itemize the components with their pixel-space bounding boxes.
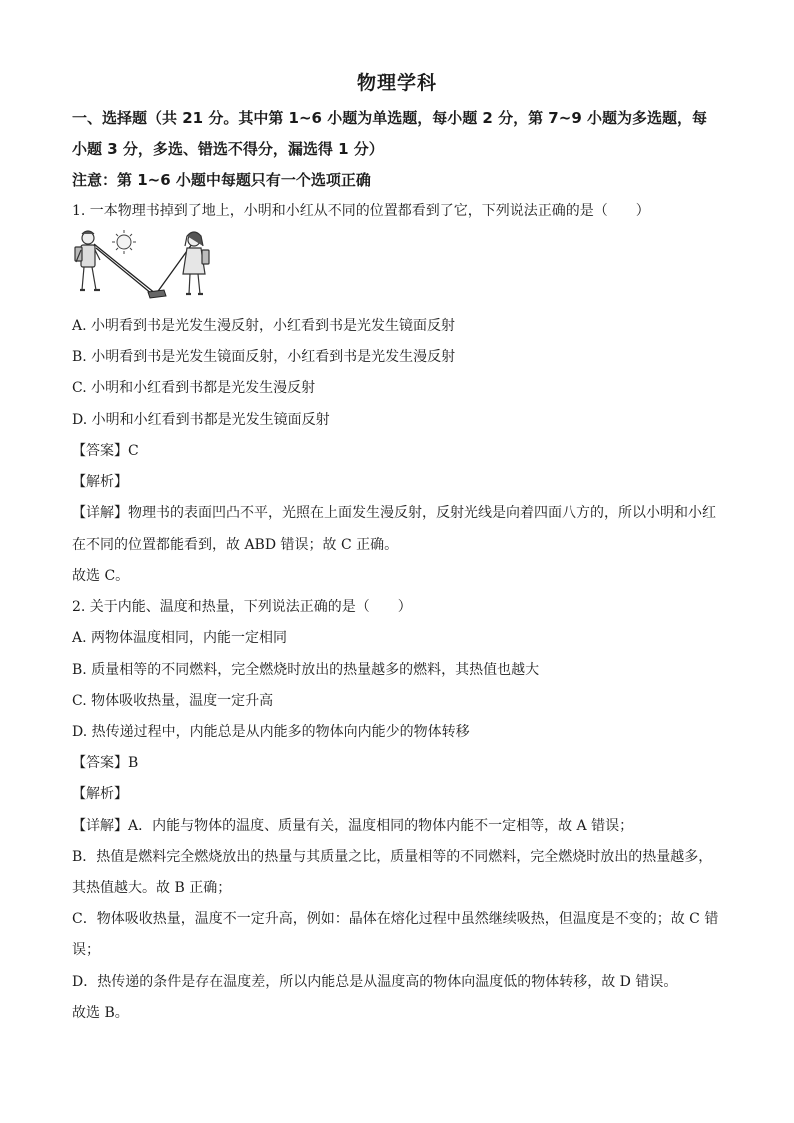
section-heading-line1: 一、选择题（共 21 分。其中第 1~6 小题为单选题，每小题 2 分，第 7~9 小题为多选题，每 (72, 109, 707, 127)
q2-analysis-label: 【解析】 (72, 786, 128, 802)
q2-option-c: C. 物体吸收热量，温度一定升高 (72, 693, 274, 709)
q1-detail-line1: 【详解】物理书的表面凹凸不平，光照在上面发生漫反射，反射光线是向着四面八方的，所以小明和小红 (72, 505, 716, 521)
boy-figure (75, 231, 100, 290)
girl-figure (183, 232, 209, 294)
q1-conclusion: 故选 C。 (72, 568, 130, 584)
book-icon (148, 290, 166, 298)
q1-option-c: C. 小明和小红看到书都是光发生漫反射 (72, 380, 316, 396)
q1-detail-line2: 在不同的位置都能看到，故 ABD 错误；故 C 正确。 (72, 537, 399, 553)
section-heading-line2: 小题 3 分，多选、错选不得分，漏选得 1 分） (72, 140, 384, 158)
page-title: 物理学科 (356, 72, 437, 94)
sun-icon (112, 230, 136, 254)
q1-analysis-label: 【解析】 (72, 474, 128, 490)
q2-detail-c-line1: C．物体吸收热量，温度不一定升高，例如：晶体在熔化过程中虽然继续吸热，但温度是不变的；故 C 错 (72, 911, 719, 927)
q2-detail-a: 【详解】A．内能与物体的温度、质量有关，温度相同的物体内能不一定相等，故 A 错误； (72, 818, 634, 834)
q1-stem: 1. 一本物理书掉到了地上，小明和小红从不同的位置都看到了它，下列说法正确的是（ ） (72, 203, 650, 219)
q1-option-b: B. 小明看到书是光发生镜面反射，小红看到书是光发生漫反射 (72, 349, 456, 365)
q2-option-b: B. 质量相等的不同燃料，完全燃烧时放出的热量越多的燃料，其热值也越大 (72, 662, 540, 678)
light-rays (94, 244, 192, 294)
q1-option-a: A. 小明看到书是光发生漫反射，小红看到书是光发生镜面反射 (72, 318, 456, 334)
q2-option-a: A. 两物体温度相同，内能一定相同 (72, 630, 288, 646)
q2-option-d: D. 热传递过程中，内能总是从内能多的物体向内能少的物体转移 (72, 724, 470, 740)
q2-detail-c-line2: 误； (72, 942, 100, 958)
q1-illustration (72, 228, 222, 306)
section-note: 注意：第 1~6 小题中每题只有一个选项正确 (72, 171, 371, 189)
q1-answer: 【答案】C (72, 443, 139, 459)
q2-detail-b-line1: B．热值是燃料完全燃烧放出的热量与其质量之比，质量相等的不同燃料，完全燃烧时放出的热量越多， (72, 849, 713, 865)
q2-stem: 2. 关于内能、温度和热量，下列说法正确的是（ ） (72, 599, 412, 615)
q2-detail-b-line2: 其热值越大。故 B 正确； (72, 880, 232, 896)
q2-conclusion: 故选 B。 (72, 1005, 129, 1021)
q1-option-d: D. 小明和小红看到书都是光发生镜面反射 (72, 412, 330, 428)
q2-detail-d: D．热传递的条件是存在温度差，所以内能总是从温度高的物体向温度低的物体转移，故 D 错误。 (72, 974, 678, 990)
q2-answer: 【答案】B (72, 755, 139, 771)
